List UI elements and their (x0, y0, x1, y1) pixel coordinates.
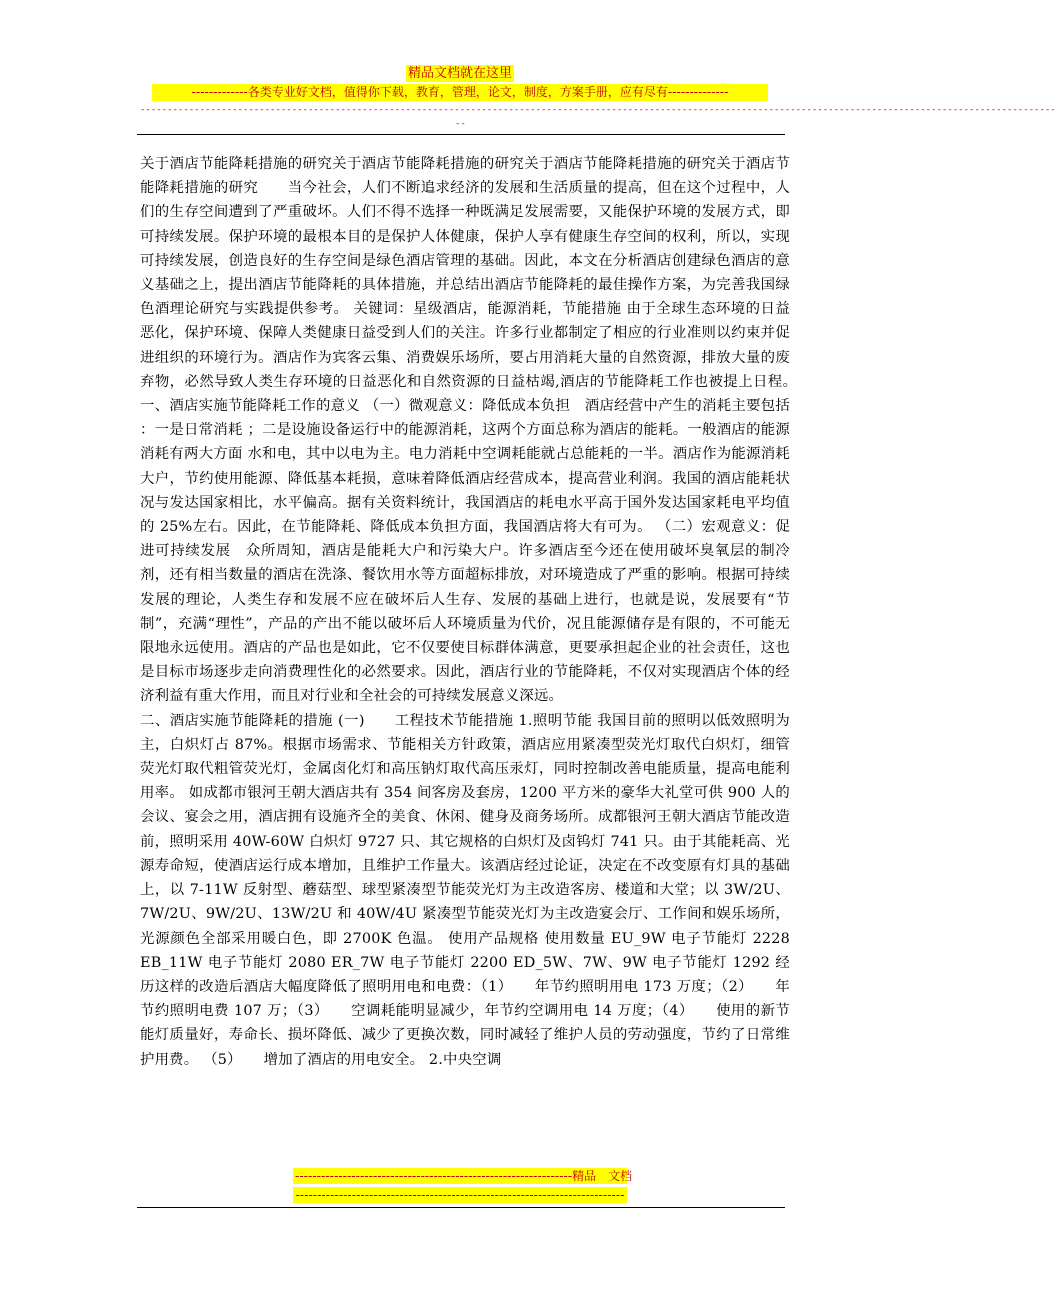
footer-line-1: ----------------------------------------------------------------精品 文档 (295, 1169, 633, 1183)
bottom-divider (137, 1207, 785, 1208)
footer-line-2: ---------------------------------------------------------------------------- (293, 1187, 627, 1203)
header-dash-tail: -- (455, 119, 466, 129)
header-slogan: -------------各类专业好文档，值得你下载，教育，管理，论文，制度，方案手册，应有尽有-------------- (152, 84, 768, 101)
header-title: 精品文档就在这里 (407, 66, 512, 81)
header-dash-line: ------------------------------------------------------------------------------------------------------------------------------------------------------------------------- (140, 105, 1056, 115)
page-header (0, 62, 920, 101)
top-divider (137, 134, 785, 135)
page-footer (0, 1168, 920, 1203)
body-paragraph-1: 关于酒店节能降耗措施的研究关于酒店节能降耗措施的研究关于酒店节能降耗措施的研究关于酒店节能降耗措施的研究 当今社会，人们不断追求经济的发展和生活质量的提高，但在这个过程中，人们的生存空间遭到了严重破坏。人们不得不选择一种既满足发展需要，又能保护环境的发展方式，即可持续发展。保护环境的最根本目的是保护人体健康，保护人享有健康生存空间的权利，所以，实现可持续发展，创造良好的生存空间是绿色酒店管理的基础。因此，本文在分析酒店创建绿色酒店的意义基础之上，提出酒店节能降耗的具体措施，并总结出酒店节能降耗的最佳操作方案，为完善我国绿色酒理论研究与实践提供参考。 关键词：星级酒店，能源消耗，节能措施 由于全球生态环境的日益恶化，保护环境、保障人类健康日益受到人们的关注。许多行业都制定了相应的行业准则以约束并促进组织的环境行为。酒店作为宾客云集、消费娱乐场所，要占用消耗大量的自然资源，排放大量的废弃物，必然导致人类生存环境的日益恶化和自然资源的日益枯竭,酒店的节能降耗工作也被提上日程。 一、酒店实施节能降耗工作的意义 （一）微观意义：降低成本负担 酒店经营中产生的消耗主要包括 ：一是日常消耗 ；二是设施设备运行中的能源消耗，这两个方面总称为酒店的能耗。一般酒店的能源消耗有两大方面 水和电，其中以电为主。电力消耗中空调耗能就占总能耗的一半。酒店作为能源消耗大户，节约使用能源、降低基本耗损，意味着降低酒店经营成本，提高营业利润。我国的酒店能耗状况与发达国家相比，水平偏高。据有关资料统计，我国酒店的耗电水平高于国外发达国家耗电平均值的 25%左右。因此，在节能降耗、降低成本负担方面，我国酒店将大有可为。 （二）宏观意义：促进可持续发展 众所周知，酒店是能耗大户和污染大户。许多酒店至今还在使用破坏臭氧层的制冷剂，还有相当数量的酒店在洗涤、餐饮用水等方面超标排放，对环境造成了严重的影响。根据可持续发展的理论，人类生存和发展不应在破坏后人生存、发展的基础上进行，也就是说，发展要有“节制”，充满“理性”，产品的产出不能以破坏后人环境质量为代价，况且能源储存是有限的，不可能无限地永远使用。酒店的产品也是如此，它不仅要使目标群体满意，更要承担起企业的社会责任，这也是目标市场逐步走向消费理性化的必然要求。因此，酒店行业的节能降耗，不仅对实现酒店个体的经济利益有重大作用，而且对行业和全社会的可持续发展意义深远。 (140, 156, 805, 705)
document-body (140, 152, 805, 1072)
body-paragraph-2: 二、酒店实施节能降耗的措施 (一) 工程技术节能措施 1.照明节能 我国目前的照明以低效照明为主，白炽灯占 87%。根据市场需求、节能相关方针政策，酒店应用紧凑型荧光灯取代白炽灯，细管荧光灯取代粗管荧光灯，金属卤化灯和高压钠灯取代高压汞灯，同时控制改善电能质量，提高电能利用率。 如成都市银河王朝大酒店共有 354 间客房及套房，1200 平方米的豪华大礼堂可供 900 人的会议、宴会之用，酒店拥有设施齐全的美食、休闲、健身及商务场所。成都银河王朝大酒店节能改造前，照明采用 40W-60W 白炽灯 9727 只、其它规格的白炽灯及卤钨灯 741 只。由于其能耗高、光源寿命短，使酒店运行成本增加，且维护工作量大。该酒店经过论证，决定在不改变原有灯具的基础上，以 7-11W 反射型、蘑菇型、球型紧凑型节能荧光灯为主改造客房、楼道和大堂；以 3W/2U、7W/2U、9W/2U、13W/2U 和 40W/4U 紧凑型节能荧光灯为主改造宴会厅、工作间和娱乐场所，光源颜色全部采用暖白色，即 2700K 色温。 使用产品规格 使用数量 EU_9W 电子节能灯 2228 EB_11W 电子节能灯 2080 ER_7W 电子节能灯 2200 ED_5W、7W、9W 电子节能灯 1292 经历这样的改造后酒店大幅度降低了照明用电和电费：（1） 年节约照明用电 173 万度；（2） 年节约照明电费 107 万；（3） 空调耗能明显减少，年节约空调用电 14 万度；（4） 使用的新节能灯质量好，寿命长、损坏降低、减少了更换次数，同时减轻了维护人员的劳动强度，节约了日常维护用费。 （5） 增加了酒店的用电安全。 2.中央空调 (140, 712, 790, 1068)
